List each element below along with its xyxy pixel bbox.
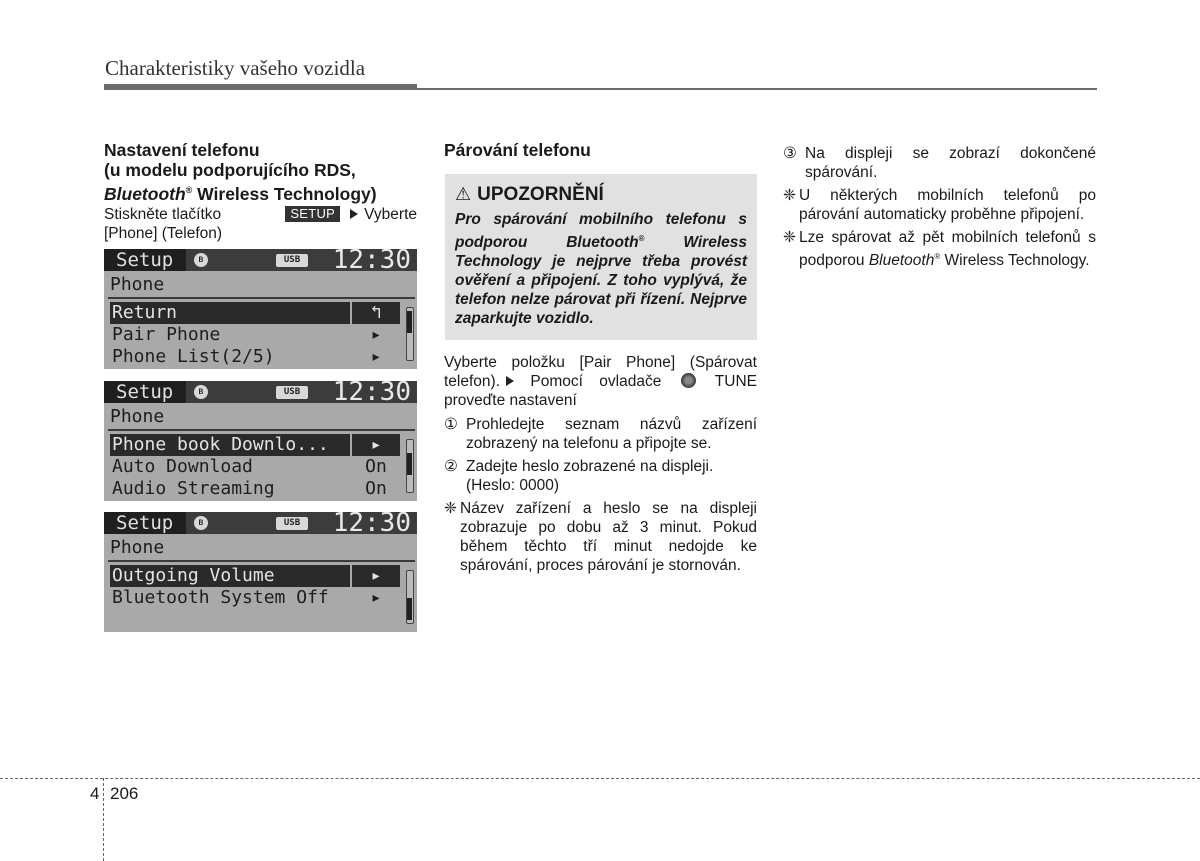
- pairing-steps: [444, 415, 757, 579]
- intro-text: Stiskněte tlačítko SETUP Vyberte [Phone] (Telefon): [104, 206, 417, 242]
- lcd-divider: [108, 429, 415, 431]
- chevron-right-icon: ▸: [370, 587, 382, 608]
- list-item: ① Prohledejte seznam názvů zařízení zobrazený na telefonu a připojte se.: [444, 416, 757, 452]
- setup-key-label: SETUP: [285, 206, 340, 222]
- running-header: Charakteristiky vašeho vozidla: [105, 56, 366, 80]
- bluetooth-icon: ʙ: [194, 516, 208, 530]
- pairing-instruction: Vyberte položku [Pair Phone] (Spárovat telefon). Pomocí ovladače TUNE proveďte nastavení: [444, 354, 757, 409]
- lcd-row-phone-list[interactable]: Phone List(2/5): [112, 346, 275, 367]
- lcd-row-auto-download[interactable]: Auto Download: [112, 456, 253, 477]
- lcd-row-outgoing-volume[interactable]: Outgoing Volume: [110, 565, 350, 587]
- list-item: ② Zadejte heslo zobrazené na displeji. (Heslo: 0000): [444, 458, 714, 494]
- usb-icon: USB: [276, 517, 308, 530]
- lcd-screen-1: [104, 245, 417, 369]
- lcd-menu-title: Phone: [110, 537, 165, 558]
- footer-rule: [0, 778, 1200, 779]
- lcd-menu-title: Phone: [110, 274, 165, 295]
- lcd-setup-label: Setup: [104, 512, 186, 534]
- chevron-right-icon: ▸: [352, 565, 400, 587]
- header-rule-thin: [417, 88, 1097, 90]
- lcd-scrollbar[interactable]: [404, 433, 414, 497]
- footer-margin-rule: [103, 778, 104, 861]
- warning-box: [445, 174, 757, 340]
- warning-title: ⚠ UPOZORNĚNÍ: [455, 184, 604, 205]
- warning-triangle-icon: ⚠: [455, 184, 472, 204]
- lcd-row-pair-phone[interactable]: Pair Phone: [112, 324, 221, 345]
- chevron-right-icon: ▸: [352, 434, 400, 456]
- lcd-value-on: On: [365, 456, 387, 477]
- arrow-right-icon: [350, 209, 358, 219]
- usb-icon: USB: [276, 254, 308, 267]
- lcd-row-return[interactable]: Return: [110, 302, 350, 324]
- arrow-right-icon: [506, 376, 514, 386]
- lcd-setup-label: Setup: [104, 249, 186, 271]
- usb-icon: USB: [276, 386, 308, 399]
- lcd-scrollbar[interactable]: [404, 301, 414, 365]
- lcd-row-audio-streaming[interactable]: Audio Streaming: [112, 478, 275, 499]
- bluetooth-icon: ʙ: [194, 253, 208, 267]
- lcd-screen-2: [104, 377, 417, 501]
- chapter-number: 4: [90, 784, 100, 803]
- page-number: 206: [110, 784, 139, 803]
- lcd-screen-3: [104, 508, 417, 632]
- note-item: ❈ Lze spárovat až pět mobilních telefonů s podporou Bluetooth® Wireless Technology.: [783, 229, 1096, 270]
- lcd-menu-title: Phone: [110, 406, 165, 427]
- lcd-clock: 12:30: [332, 245, 411, 275]
- lcd-setup-label: Setup: [104, 381, 186, 403]
- note-item: ❈ Název zařízení a heslo se na displeji zobrazuje po dobu až 3 minut. Pokud během těchto tří minut nedojde ke spárování, proces párování je stornován.: [444, 500, 757, 574]
- chevron-right-icon: ▸: [370, 346, 382, 367]
- lcd-row-phonebook-download[interactable]: Phone book Downlo...: [110, 434, 350, 456]
- lcd-clock: 12:30: [332, 508, 411, 538]
- lcd-scrollbar[interactable]: [404, 564, 414, 628]
- lcd-row-bluetooth-off[interactable]: Bluetooth System Off: [112, 587, 329, 608]
- bluetooth-icon: ʙ: [194, 385, 208, 399]
- note-item: ❈ U některých mobilních telefonů po párování automaticky proběhne připojení.: [783, 187, 1096, 223]
- lcd-divider: [108, 560, 415, 562]
- pairing-notes: [783, 144, 1096, 274]
- header-rule-thick: [104, 84, 417, 90]
- return-icon: ↰: [352, 302, 400, 324]
- tune-knob-icon: [681, 373, 696, 388]
- lcd-divider: [108, 297, 415, 299]
- warning-text: Pro spárování mobilního telefonu s podporou Bluetooth® Wireless Technology je nejprve třeba provést ověření a připojení. Z toho vyplývá, že telefon nelze párovat při řízení. Nejprve zaparkujte vozidlo.: [455, 211, 747, 328]
- section-heading-pairing: Párování telefonu: [444, 140, 591, 160]
- chevron-right-icon: ▸: [370, 324, 382, 345]
- section-heading-phone-setup: Nastavení telefonu (u modelu podporujícího RDS, Bluetooth® Wireless Technology): [104, 140, 377, 204]
- lcd-clock: 12:30: [332, 377, 411, 407]
- list-item: ③ Na displeji se zobrazí dokončené spárování.: [783, 145, 1096, 181]
- lcd-value-on: On: [365, 478, 387, 499]
